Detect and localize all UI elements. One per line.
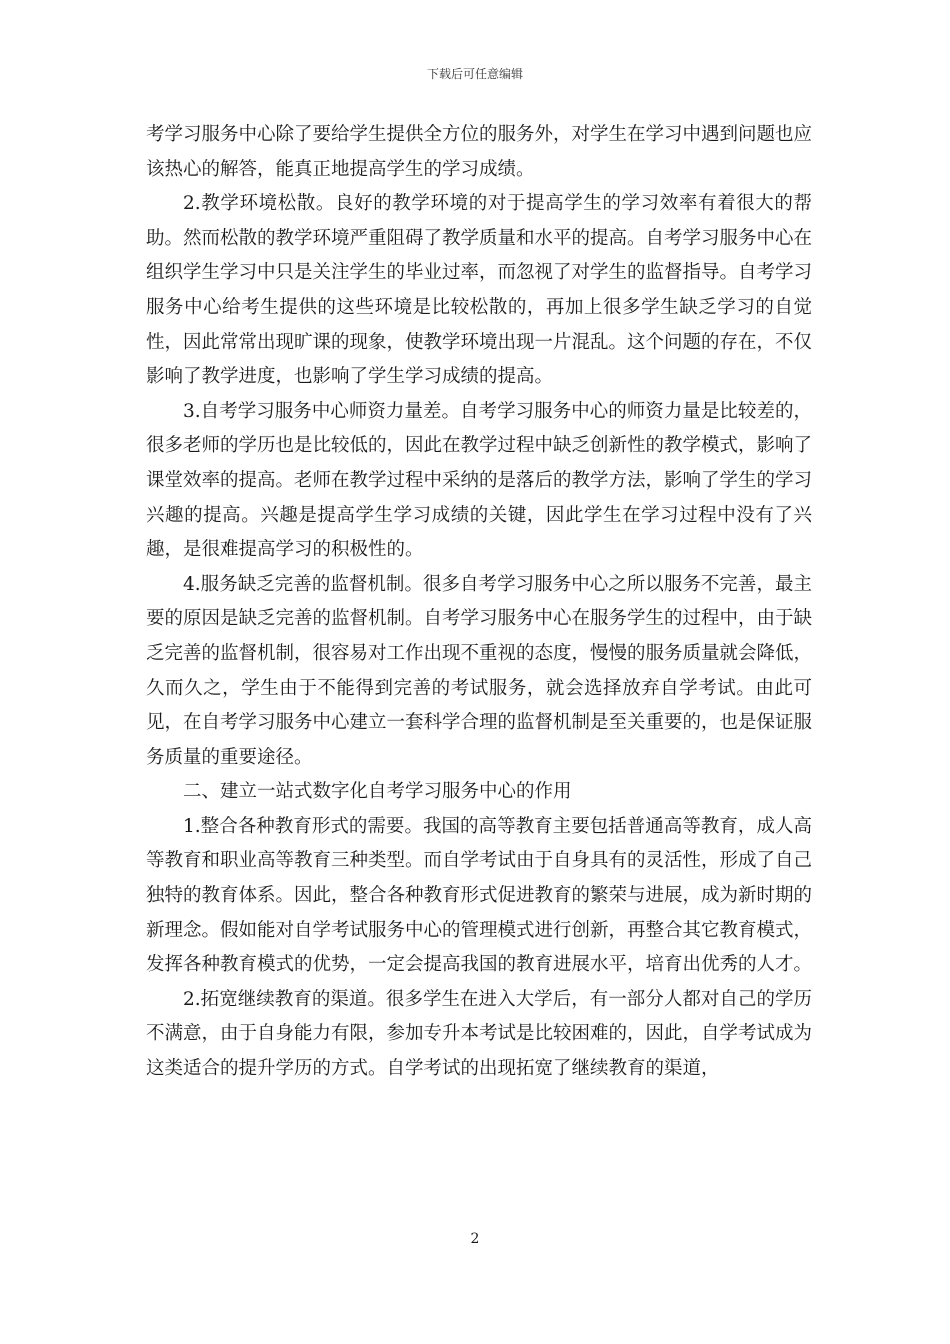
paragraph-3: 3.自考学习服务中心师资力量差。自考学习服务中心的师资力量是比较差的，很多老师的学历也是比较低的，因此在教学过程中缺乏创新性的教学模式，影响了课堂效率的提高。老师在教学过程中采纳的是落后的教学方法，影响了学生的学习兴趣的提高。兴趣是提高学生学习成绩的关键，因此学生在学习过程中没有了兴趣，是很难提高学习的积极性的。 bbox=[146, 400, 813, 561]
section-heading: 二、建立一站式数字化自考学习服务中心的作用 bbox=[183, 781, 572, 803]
paragraph-2: 2.教学环境松散。良好的教学环境的对于提高学生的学习效率有着很大的帮助。然而松散的教学环境严重阻碍了教学质量和水平的提高。自考学习服务中心在组织学生学习中只是关注学生的毕业过率，而忽视了对学生的监督指导。自考学习服务中心给考生提供的这些环境是比较松散的，再加上很多学生缺乏学习的自觉性，因此常常出现旷课的现象，使教学环境出现一片混乱。这个问题的存在，不仅影响了教学进度，也影响了学生学习成绩的提高。 bbox=[146, 193, 813, 388]
paragraph-6: 2.拓宽继续教育的渠道。很多学生在进入大学后，有一部分人都对自己的学历不满意，由于自身能力有限，参加专升本考试是比较困难的，因此，自学考试成为这类适合的提升学历的方式。自学考试的出现拓宽了继续教育的渠道， bbox=[146, 988, 813, 1080]
page-number: 2 bbox=[470, 1231, 480, 1247]
paragraph-5: 1.整合各种教育形式的需要。我国的高等教育主要包括普通高等教育，成人高等教育和职业高等教育三种类型。而自学考试由于自身具有的灵活性，形成了自己独特的教育体系。因此，整合各种教育形式促进教育的繁荣与进展，成为新时期的新理念。假如能对自学考试服务中心的管理模式进行创新，再整合其它教育模式，发挥各种教育模式的优势，一定会提高我国的教育进展水平，培育出优秀的人才。 bbox=[146, 815, 813, 976]
paragraph-4: 4.服务缺乏完善的监督机制。很多自考学习服务中心之所以服务不完善，最主要的原因是缺乏完善的监督机制。自考学习服务中心在服务学生的过程中，由于缺乏完善的监督机制，很容易对工作出现不重视的态度，慢慢的服务质量就会降低，久而久之，学生由于不能得到完善的考试服务，就会选择放弃自学考试。由此可见，在自考学习服务中心建立一套科学合理的监督机制是至关重要的，也是保证服务质量的重要途径。 bbox=[146, 573, 813, 768]
page-header: 下载后可任意编辑 bbox=[426, 67, 523, 81]
document-body bbox=[146, 118, 812, 1087]
paragraph-1: 考学习服务中心除了要给学生提供全方位的服务外，对学生在学习中遇到问题也应该热心的解答，能真正地提高学生的学习成绩。 bbox=[146, 124, 813, 180]
